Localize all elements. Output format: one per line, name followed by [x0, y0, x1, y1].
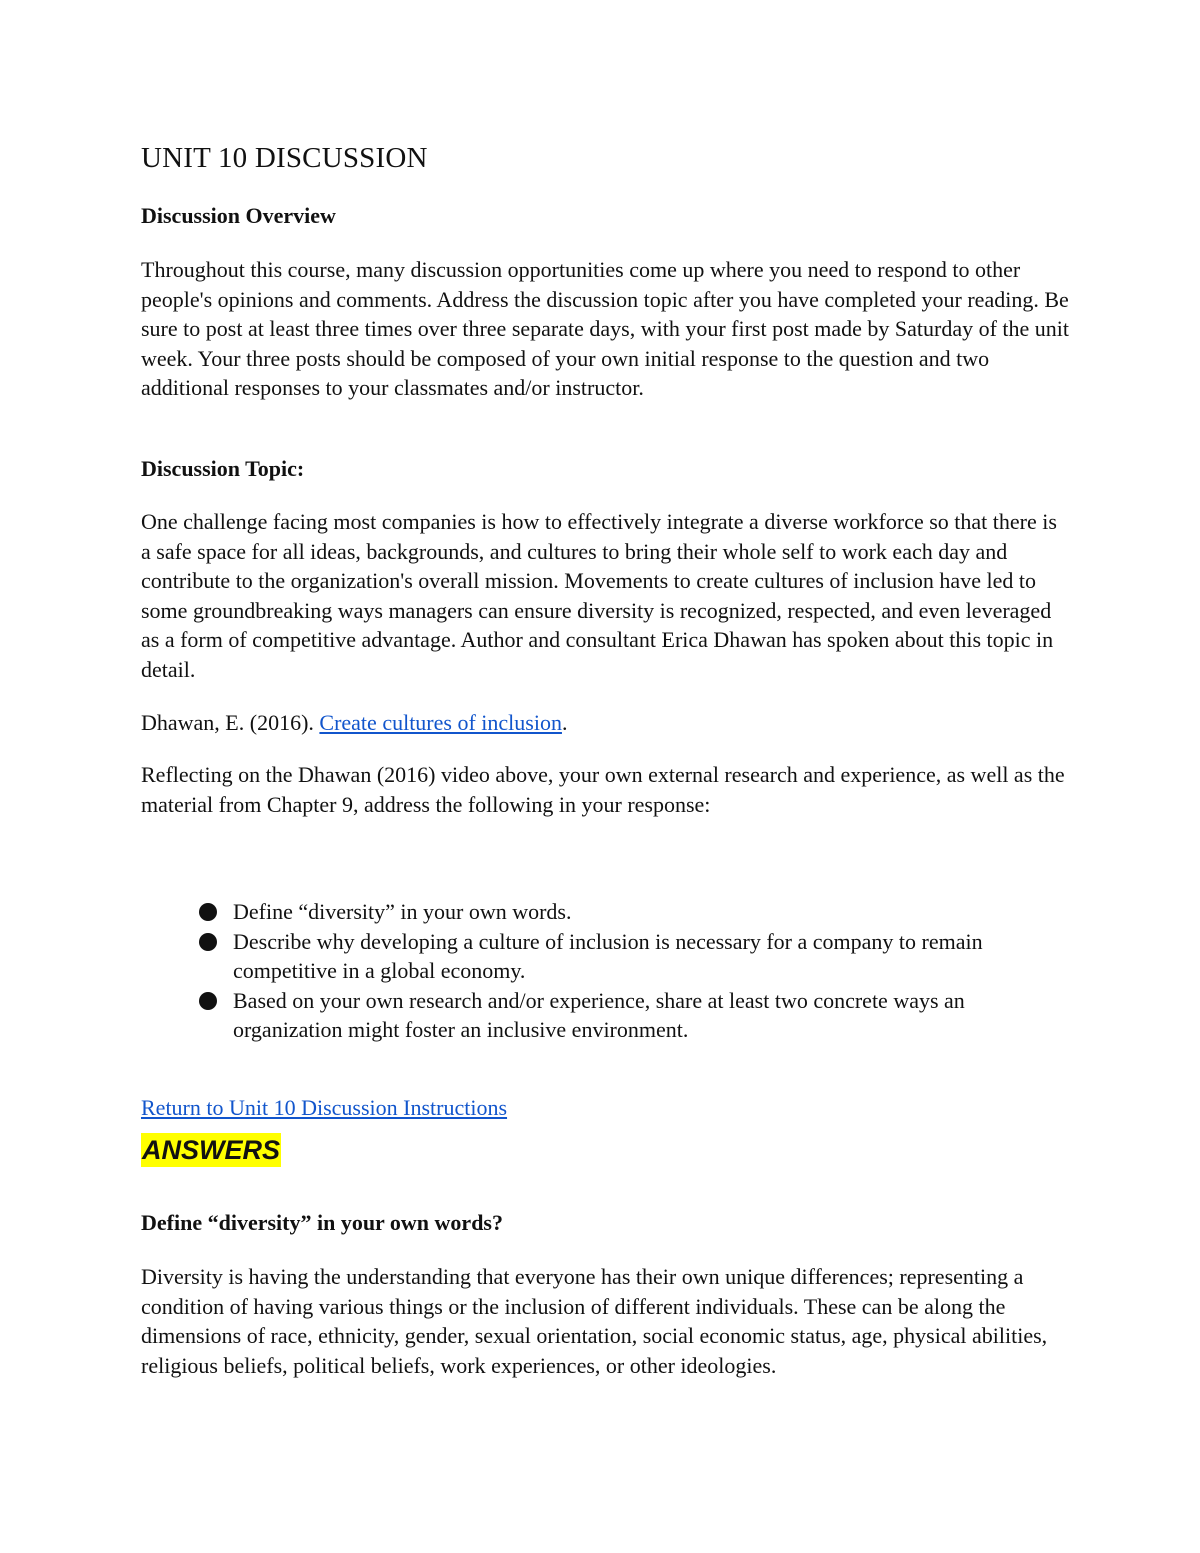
topic-body: One challenge facing most companies is how to effectively integrate a diverse workforce so that there is a safe space for all ideas, backgrounds, and cultures to bring their whole self to work each day and contribute to the organization's overall mission. Movements to create cultures of inclusion have led to some groundbreaking ways managers can ensure diversity is recognized, respected, and even leveraged as a form of competitive advantage. Author and consultant Erica Dhawan has spoken about this topic in detail. — [141, 509, 1057, 682]
list-item — [199, 927, 1049, 986]
topic-heading: Discussion Topic: — [141, 456, 305, 481]
list-item-text: Define “diversity” in your own words. — [233, 899, 572, 924]
answer1-body: Diversity is having the understanding that everyone has their own unique differences; representing a condition of having various things or the inclusion of different individuals. These can be along the dimensions of race, ethnicity, gender, sexual orientation, social economic status, age, physical abilities, religious beliefs, political beliefs, work experiences, or other ideologies. — [141, 1264, 1048, 1378]
overview-body: Throughout this course, many discussion opportunities come up where you need to respond to other people's opinions and comments. Address the discussion topic after you have completed your reading. Be sure to post at least three times over three separate days, with your first post made by Saturday of the unit week. Your three posts should be composed of your own initial response to the question and two additional responses to your classmates and/or instructor. — [141, 257, 1070, 400]
bullet-icon — [199, 992, 217, 1010]
reflection-text: Reflecting on the Dhawan (2016) video above, your own external research and experience, as well as the material from Chapter 9, address the following in your response: — [141, 762, 1065, 817]
answer1-question: Define “diversity” in your own words? — [141, 1210, 503, 1235]
list-item — [199, 897, 1049, 927]
page-title: UNIT 10 DISCUSSION — [141, 142, 428, 174]
bullet-icon — [199, 903, 217, 921]
list-item-text: Based on your own research and/or experience, share at least two concrete ways an organization might foster an inclusive environment. — [233, 987, 965, 1042]
citation — [141, 708, 1071, 738]
return-link-line — [141, 1093, 1071, 1123]
return-to-instructions-link[interactable]: Return to Unit 10 Discussion Instructions — [141, 1095, 508, 1120]
create-cultures-link[interactable]: Create cultures of inclusion — [319, 710, 562, 735]
answers-label: ANSWERS — [142, 1135, 281, 1165]
list-item — [199, 986, 1049, 1045]
citation-suffix: . — [561, 710, 568, 735]
bullet-icon — [199, 933, 217, 951]
citation-prefix: Dhawan, E. (2016). — [141, 710, 320, 735]
prompt-list — [199, 897, 1049, 1045]
list-item-text: Describe why developing a culture of inclusion is necessary for a company to remain competitive in a global economy. — [233, 928, 983, 983]
overview-heading: Discussion Overview — [141, 203, 336, 228]
